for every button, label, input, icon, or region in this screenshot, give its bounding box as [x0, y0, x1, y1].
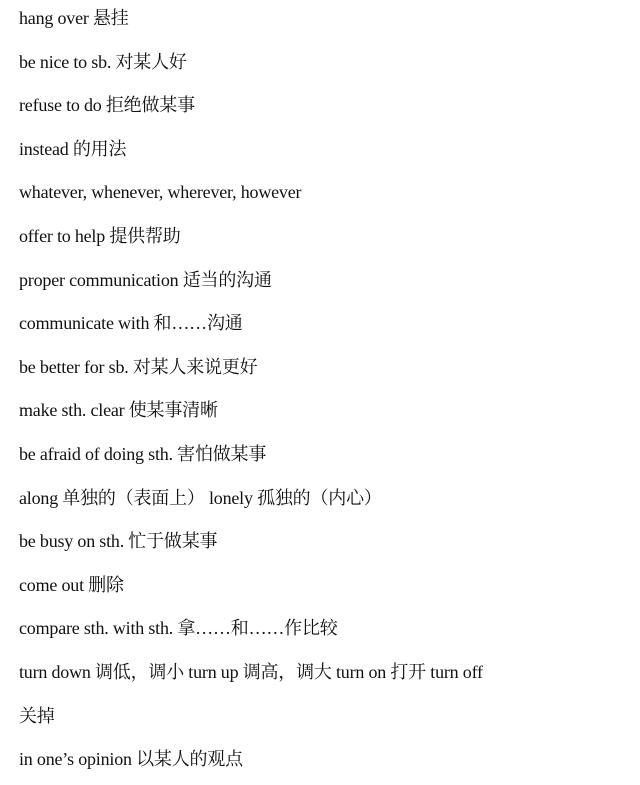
phrase-line [19, 654, 629, 698]
phrase-text: communicate with 和……沟通 [19, 313, 243, 334]
phrase-text: offer to help 提供帮助 [19, 225, 181, 246]
phrase-line [19, 349, 629, 393]
phrase-line [19, 262, 629, 306]
phrase-text: instead 的用法 [19, 138, 127, 159]
phrase-line [19, 44, 629, 88]
phrase-text: refuse to do 拒绝做某事 [19, 95, 195, 116]
phrase-text: compare sth. with sth. 拿……和……作比较 [19, 618, 338, 639]
phrase-text: whatever, whenever, wherever, however [19, 182, 302, 203]
phrase-text: make sth. clear 使某事清晰 [19, 400, 218, 421]
phrase-line [19, 218, 629, 262]
phrase-text: turn down 调低，调小 turn up 调高，调大 turn on 打开 turn off [19, 661, 483, 682]
phrase-line [19, 174, 629, 218]
phrase-line [19, 436, 629, 480]
phrase-line [19, 87, 629, 131]
phrase-text: be afraid of doing sth. 害怕做某事 [19, 443, 267, 464]
phrase-text: be busy on sth. 忙于做某事 [19, 531, 218, 552]
phrase-text: come out 删除 [19, 574, 124, 595]
phrase-line [19, 131, 629, 175]
phrase-text: in one’s opinion 以某人的观点 [19, 749, 243, 770]
phrase-text: 关掉 [19, 705, 55, 726]
phrase-line [19, 698, 629, 742]
phrase-line [19, 610, 629, 654]
phrase-text: along 单独的（表面上） lonely 孤独的（内心） [19, 487, 382, 508]
phrase-line [19, 305, 629, 349]
phrase-text: hang over 悬挂 [19, 8, 129, 28]
phrase-text: proper communication 适当的沟通 [19, 269, 272, 290]
phrase-line [19, 523, 629, 567]
phrase-line [19, 567, 629, 611]
phrase-text: be better for sb. 对某人来说更好 [19, 356, 258, 377]
vocabulary-list [19, 0, 629, 785]
phrase-line [19, 741, 629, 785]
phrase-text: be nice to sb. 对某人好 [19, 51, 187, 72]
phrase-line [19, 392, 629, 436]
phrase-line [19, 480, 629, 524]
phrase-line [19, 0, 629, 44]
